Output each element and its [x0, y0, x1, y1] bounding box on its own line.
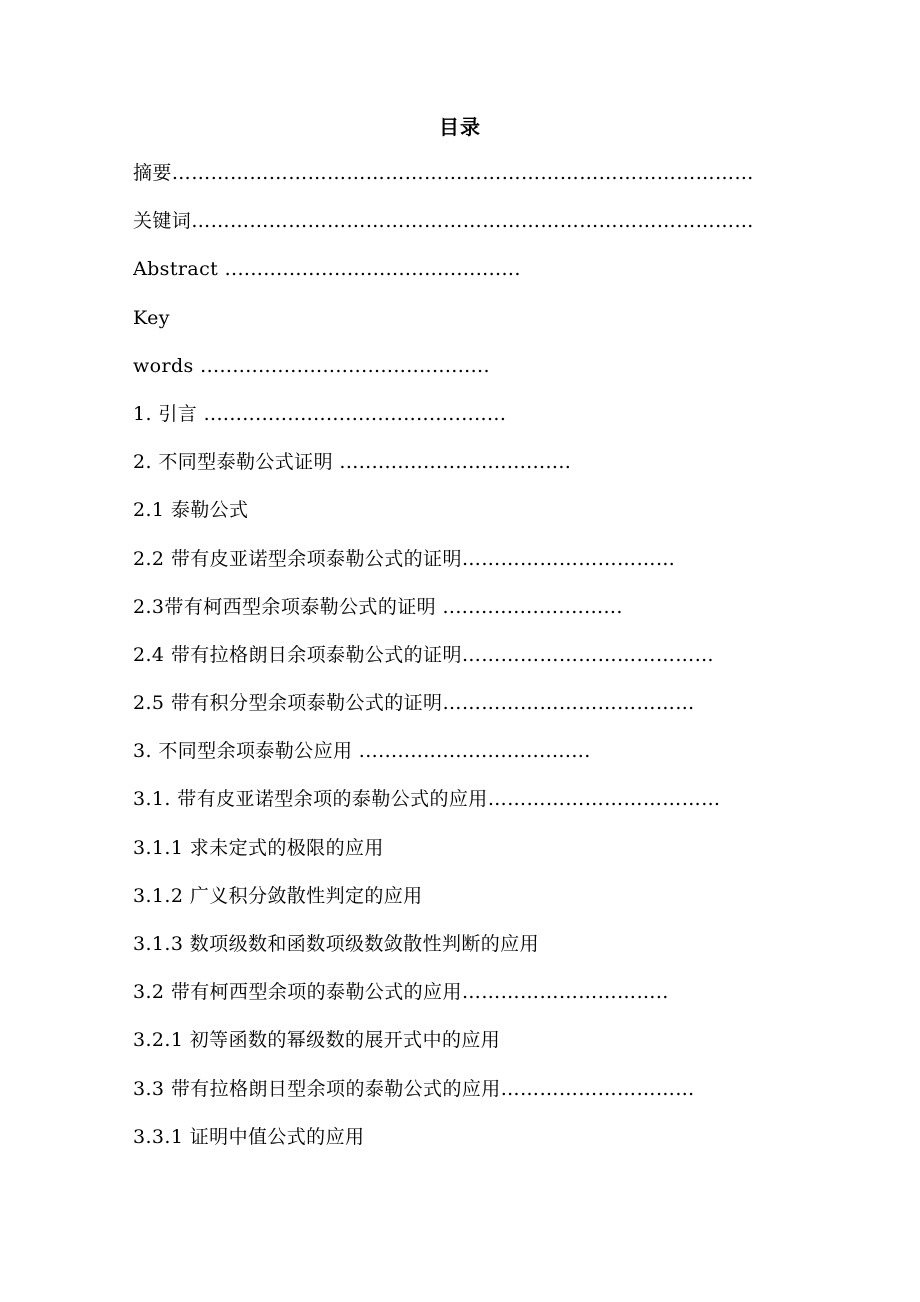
toc-list [133, 158, 813, 1170]
toc-entry-key: Key [133, 306, 170, 329]
toc-entry-abstract-cn: 摘要……………………………………………………………………………… [133, 162, 754, 184]
toc-entry-2-2: 2.2 带有皮亚诺型余项泰勒公式的证明…………………………… [133, 547, 676, 570]
toc-entry-3: 3. 不同型余项泰勒公应用 .................................... [133, 740, 591, 763]
toc-entry-words: words ............................................. [133, 354, 490, 377]
toc-entry-3-3: 3.3 带有拉格朗日型余项的泰勒公式的应用………………………… [133, 1077, 695, 1100]
toc-entry-keywords-cn: 关键词…………………………………………………………………………… [133, 210, 754, 233]
toc-entry-abstract-en: Abstract .............................................. [133, 258, 521, 281]
toc-entry-3-1-2: 3.1.2 广义积分敛散性判定的应用 [133, 884, 423, 907]
toc-entry-2-4: 2.4 带有拉格朗日余项泰勒公式的证明………………………………… [133, 643, 715, 666]
toc-entry-3-1-1: 3.1.1 求未定式的极限的应用 [133, 836, 384, 859]
toc-entry-3-2: 3.2 带有柯西型余项的泰勒公式的应用………………………….. [133, 981, 669, 1004]
toc-entry-3-2-1: 3.2.1 初等函数的幂级数的展开式中的应用 [133, 1029, 501, 1052]
toc-entry-1: 1. 引言 ............................................... [133, 402, 507, 425]
toc-entry-3-1: 3.1. 带有皮亚诺型余项的泰勒公式的应用……………………………… [133, 788, 721, 811]
toc-entry-2-5: 2.5 带有积分型余项泰勒公式的证明………………………………… [133, 692, 695, 715]
toc-entry-3-1-3: 3.1.3 数项级数和函数项级数敛散性判断的应用 [133, 933, 539, 955]
toc-entry-2: 2. 不同型泰勒公式证明 .................................... [133, 451, 572, 474]
toc-entry-2-3: 2.3带有柯西型余项泰勒公式的证明 ............................ [133, 595, 623, 618]
toc-entry-3-3-1: 3.3.1 证明中值公式的应用 [133, 1125, 365, 1148]
toc-entry-2-1: 2.1 泰勒公式 [133, 499, 249, 522]
toc-title: 目录 [439, 115, 481, 139]
